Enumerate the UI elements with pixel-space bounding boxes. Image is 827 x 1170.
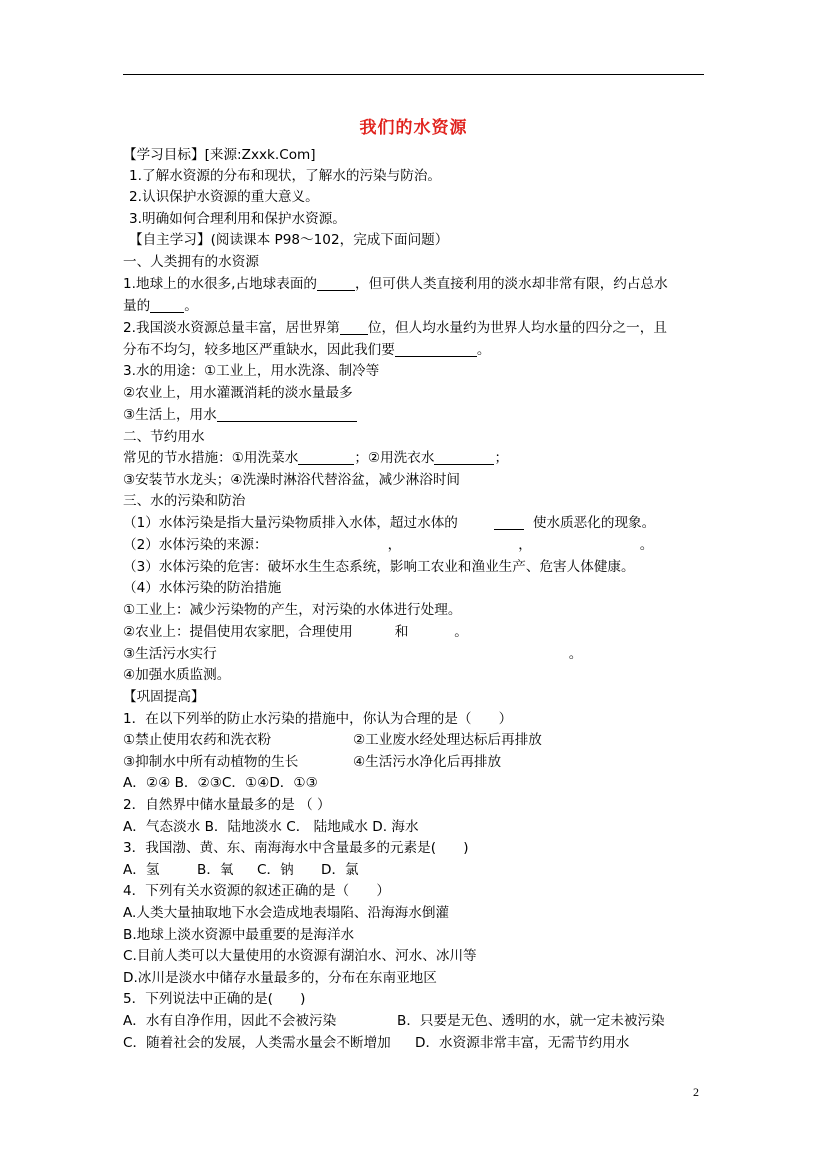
consolidation-header: 【巩固提高】 [123,689,205,705]
question-line: ③生活污水实行 。 [123,646,583,662]
question-line: 2.我国淡水资源总量丰富，居世界第 位，但人均水量约为世界人均水量的四分之一，且 [123,320,667,336]
option-line: ①禁止使用农药和洗衣粉 ②工业废水经处理达标后再排放 [123,732,542,748]
blank-field[interactable] [150,297,184,313]
objective-item: 1.了解水资源的分布和现状，了解水的污染与防治。 [129,168,442,184]
blank-field[interactable] [395,341,477,357]
question-stem: 3．我国渤、黄、东、南海海水中含量最多的元素是( ) [123,840,469,856]
question-stem: 1．在以下列举的防止水污染的措施中，你认为合理的是（ ） [123,711,513,727]
text-line: （3）水体污染的危害：破坏水生生态系统，影响工农业和渔业生产、危害人体健康。 [123,559,635,575]
objective-item: 2.认识保护水资源的重大意义。 [129,189,319,205]
blank-field[interactable] [434,449,494,465]
header-rule [123,74,704,75]
text-line: 3.水的用途：①工业上，用水洗涤、制冷等 [123,363,380,379]
option-line: ③抑制水中所有动植物的生长 ④生活污水净化后再排放 [123,754,502,770]
question-line: ②农业上：提倡使用农家肥，合理使用 和 。 [123,624,468,640]
blank-field[interactable] [494,514,524,530]
question-line: 分布不均匀，较多地区严重缺水，因此我们要 。 [123,342,491,358]
question-line: 常见的节水措施：①用洗菜水 ；②用洗衣水 ； [123,450,509,466]
answer-option: A.人类大量抽取地下水会造成地表塌陷、沿海海水倒灌 [123,905,450,921]
page-title: 我们的水资源 [359,118,468,138]
question-line: （2）水体污染的来源： ， ， 。 [123,537,654,553]
page-number: 2 [693,1085,699,1099]
section-heading: 三、水的污染和防治 [123,493,246,509]
self-study-header: 【自主学习】 [129,232,211,248]
question-stem: 2．自然界中储水量最多的是 （ ） [123,797,331,813]
question-line: ③生活上，用水 [123,405,357,425]
blank-field[interactable] [317,275,355,291]
answer-option: B.地球上淡水资源中最重要的是海洋水 [123,927,355,943]
blank-field[interactable] [217,406,357,422]
answer-option: D.冰川是淡水中储存水量最多的，分布在东南亚地区 [123,970,437,986]
question-stem: 4．下列有关水资源的叙述正确的是（ ） [123,883,390,899]
answer-options: A．氢 B．氧 C．钠 D．氯 [123,862,359,878]
text-line: ①工业上：减少污染物的产生，对污染的水体进行处理。 [123,602,462,618]
objective-item: 3.明确如何合理利用和保护水资源。 [129,211,346,227]
answer-options: A．②④ B．②③C．①④D．①③ [123,775,318,791]
self-study-instruction: (阅读课本 P98～102，完成下面问题） [210,232,449,248]
text-line: ④加强水质监测。 [123,667,231,683]
question-stem: 5．下列说法中正确的是( ) [123,991,306,1007]
option-line: A．水有自净作用，因此不会被污染 B．只要是无色、透明的水，就一定未被污染 [123,1013,665,1029]
answer-options: A．气态淡水 B．陆地淡水 C． 陆地咸水 D. 海水 [123,819,419,835]
section-heading: 一、人类拥有的水资源 [123,254,259,270]
source-note: [来源:Zxxk.Com] [204,147,316,163]
objectives-header-line [123,145,316,165]
question-line: 1.地球上的水很多,占地球表面的 ，但可供人类直接利用的淡水却非常有限，约占总水 [123,276,668,292]
question-line: 量的 。 [123,298,198,314]
blank-field[interactable] [298,449,354,465]
answer-option: C.目前人类可以大量使用的水资源有湖泊水、河水、冰川等 [123,948,477,964]
self-study-header-line [129,230,448,250]
objectives-header: 【学习目标】 [123,147,205,163]
text-line: ②农业上，用水灌溉消耗的淡水量最多 [123,385,353,401]
section-heading: 二、节约用水 [123,429,205,445]
blank-field[interactable] [340,319,368,335]
question-line: （1）水体污染是指大量污染物质排入水体，超过水体的 使水质恶化的现象。 [123,515,656,531]
text-line: ③安装节水龙头；④洗澡时淋浴代替浴盆，减少淋浴时间 [123,472,461,488]
text-line: （4）水体污染的防治措施 [123,580,282,596]
option-line: C．随着社会的发展，人类需水量会不断增加 D．水资源非常丰富，无需节约用水 [123,1035,630,1051]
